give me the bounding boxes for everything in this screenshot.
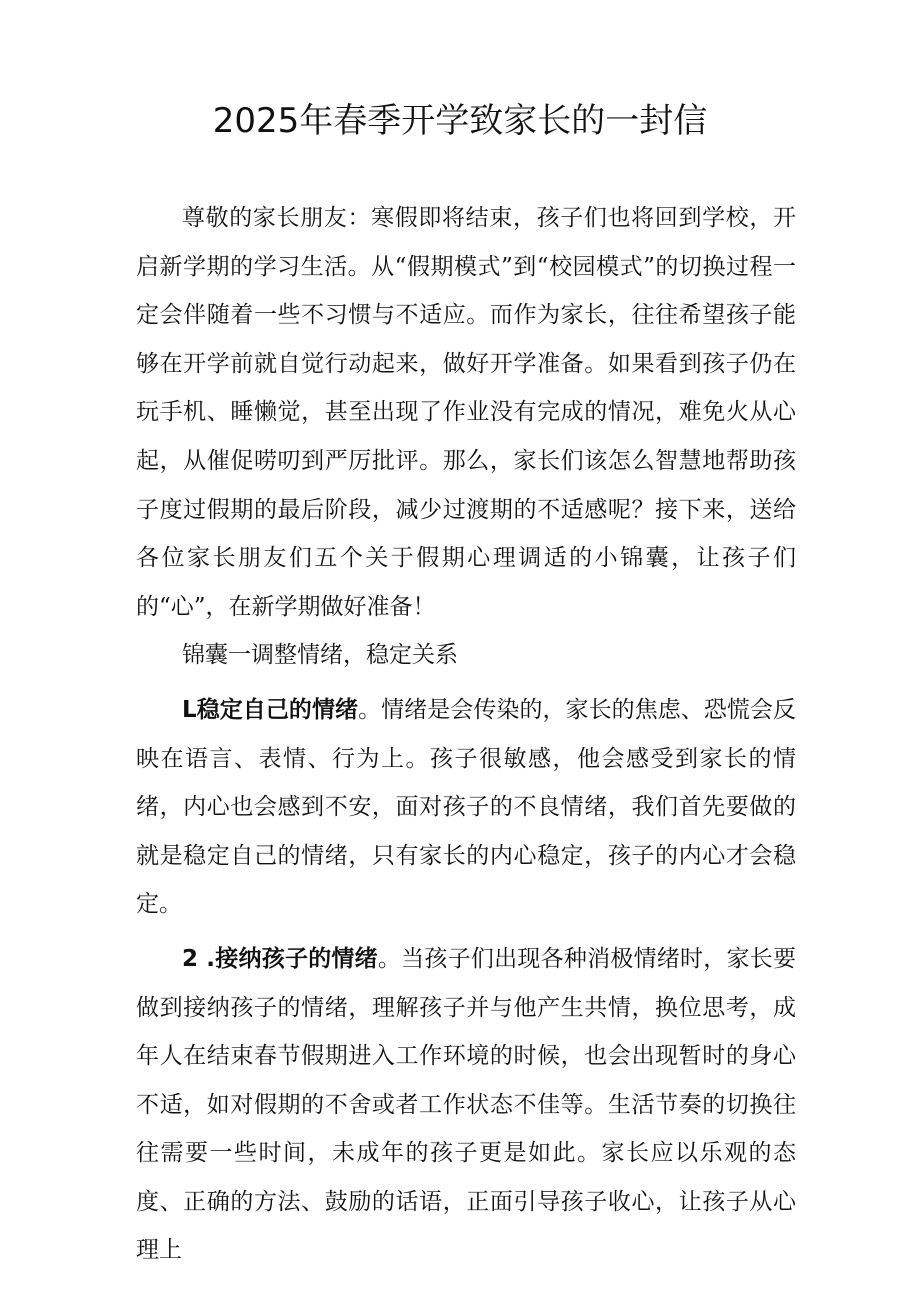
point-1-lead: L稳定自己的情绪 xyxy=(182,696,359,723)
point-1-text: 。情绪是会传染的，家长的焦虑、恐慌会反映在语言、表情、行为上。孩子很敏感，他会感受到家长的情绪，内心也会感到不安，面对孩子的不良情绪，我们首先要做的就是稳定自己的情绪，只有家长的内心稳定，孩子的内心才会稳定。 xyxy=(136,696,797,918)
point-2-text: 。当孩子们出现各种消极情绪时，家长要做到接纳孩子的情绪，理解孩子并与他产生共情，换位思考，成年人在结束春节假期进入工作环境的时候，也会出现暂时的身心不适，如对假期的不舍或者工作状态不佳等。生活节奏的切换往往需要一些时间，未成年的孩子更是如此。家长应以乐观的态度、正确的方法、鼓励的话语，正面引导孩子收心，让孩子从心理上 xyxy=(136,945,797,1264)
point-2-paragraph xyxy=(136,935,796,1275)
page-title: 2025年春季开学致家长的一封信 xyxy=(212,101,708,141)
letter-body xyxy=(136,194,796,1275)
section-heading: 锦囊一调整情绪，稳定关系 xyxy=(182,642,458,669)
point-2-lead: 2 .接纳孩子的情绪 xyxy=(182,945,378,972)
point-1-paragraph xyxy=(136,686,796,929)
intro-paragraph: 尊敬的家长朋友：寒假即将结束，孩子们也将回到学校，开启新学期的学习生活。从“假期模式”到“校园模式”的切换过程一定会伴随着一些不习惯与不适应。而作为家长，往往希望孩子能够在开学前就自觉行动起来，做好开学准备。如果看到孩子仍在玩手机、睡懒觉，甚至出现了作业没有完成的情况，难免火从心起，从催促唠叨到严厉批评。那么，家长们该怎么智慧地帮助孩子度过假期的最后阶段，减少过渡期的不适感呢？接下来，送给各位家长朋友们五个关于假期心理调适的小锦囊，让孩子们的“心”，在新学期做好准备！ xyxy=(136,205,796,620)
